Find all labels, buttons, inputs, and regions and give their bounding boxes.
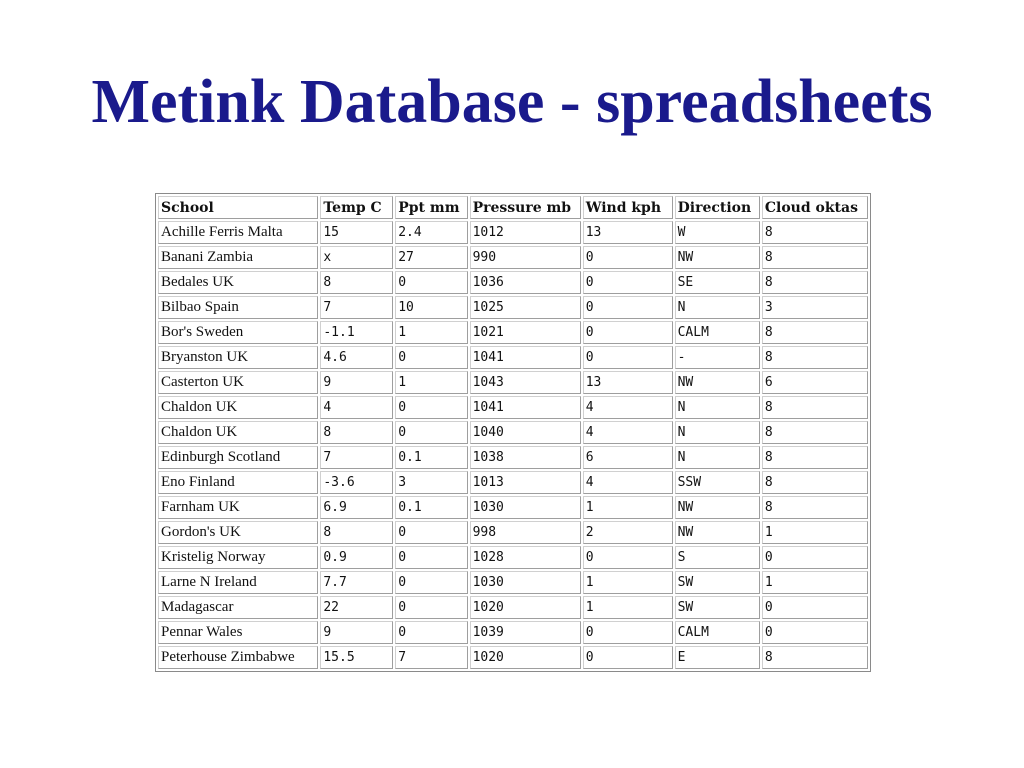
cell-cloud: 3	[762, 296, 868, 319]
cell-pressure: 1020	[470, 646, 581, 669]
cell-wind: 0	[583, 346, 673, 369]
cell-temp: 6.9	[320, 496, 393, 519]
cell-temp: x	[320, 246, 393, 269]
cell-school: Chaldon UK	[158, 396, 318, 419]
cell-cloud: 1	[762, 521, 868, 544]
cell-cloud: 0	[762, 546, 868, 569]
cell-cloud: 0	[762, 596, 868, 619]
cell-cloud: 8	[762, 321, 868, 344]
spreadsheet-table	[155, 193, 871, 672]
cell-direction: NW	[675, 496, 760, 519]
cell-pressure: 1041	[470, 346, 581, 369]
cell-wind: 4	[583, 471, 673, 494]
column-header-cloud: Cloud oktas	[762, 196, 868, 219]
cell-temp: 15	[320, 221, 393, 244]
cell-direction: SE	[675, 271, 760, 294]
cell-wind: 4	[583, 396, 673, 419]
cell-direction: N	[675, 296, 760, 319]
cell-cloud: 8	[762, 471, 868, 494]
cell-pressure: 1028	[470, 546, 581, 569]
cell-direction: N	[675, 396, 760, 419]
cell-cloud: 8	[762, 446, 868, 469]
cell-direction: N	[675, 446, 760, 469]
cell-school: Chaldon UK	[158, 421, 318, 444]
cell-pressure: 1021	[470, 321, 581, 344]
cell-direction: CALM	[675, 621, 760, 644]
cell-school: Bor's Sweden	[158, 321, 318, 344]
cell-school: Achille Ferris Malta	[158, 221, 318, 244]
table-row	[158, 421, 868, 444]
cell-direction: NW	[675, 246, 760, 269]
cell-pressure: 1030	[470, 496, 581, 519]
cell-ppt: 0	[395, 396, 467, 419]
table-row	[158, 246, 868, 269]
cell-pressure: 990	[470, 246, 581, 269]
table-row	[158, 521, 868, 544]
column-header-wind: Wind kph	[583, 196, 673, 219]
table-row	[158, 646, 868, 669]
cell-direction: SW	[675, 571, 760, 594]
cell-temp: -1.1	[320, 321, 393, 344]
cell-pressure: 1040	[470, 421, 581, 444]
cell-pressure: 1013	[470, 471, 581, 494]
cell-wind: 0	[583, 546, 673, 569]
cell-school: Bilbao Spain	[158, 296, 318, 319]
cell-direction: CALM	[675, 321, 760, 344]
cell-direction: E	[675, 646, 760, 669]
cell-pressure: 1036	[470, 271, 581, 294]
cell-pressure: 1020	[470, 596, 581, 619]
cell-direction: SSW	[675, 471, 760, 494]
cell-cloud: 1	[762, 571, 868, 594]
cell-direction: N	[675, 421, 760, 444]
cell-direction: W	[675, 221, 760, 244]
cell-temp: 15.5	[320, 646, 393, 669]
table-row	[158, 496, 868, 519]
cell-cloud: 0	[762, 621, 868, 644]
cell-pressure: 1039	[470, 621, 581, 644]
cell-temp: 7.7	[320, 571, 393, 594]
table-body	[158, 221, 868, 669]
cell-ppt: 0.1	[395, 446, 467, 469]
cell-temp: 7	[320, 296, 393, 319]
table-row	[158, 471, 868, 494]
cell-direction: SW	[675, 596, 760, 619]
cell-temp: 0.9	[320, 546, 393, 569]
cell-ppt: 0	[395, 596, 467, 619]
cell-ppt: 27	[395, 246, 467, 269]
column-header-temp: Temp C	[320, 196, 393, 219]
column-header-pressure: Pressure mb	[470, 196, 581, 219]
cell-ppt: 2.4	[395, 221, 467, 244]
cell-ppt: 3	[395, 471, 467, 494]
cell-cloud: 6	[762, 371, 868, 394]
cell-direction: -	[675, 346, 760, 369]
cell-cloud: 8	[762, 646, 868, 669]
cell-ppt: 0	[395, 571, 467, 594]
spreadsheet-frame	[155, 193, 871, 690]
cell-cloud: 8	[762, 396, 868, 419]
table-row	[158, 371, 868, 394]
cell-ppt: 0	[395, 621, 467, 644]
cell-ppt: 0	[395, 546, 467, 569]
table-row	[158, 446, 868, 469]
cell-temp: 8	[320, 521, 393, 544]
cell-direction: NW	[675, 371, 760, 394]
table-row	[158, 621, 868, 644]
cell-temp: 9	[320, 371, 393, 394]
cell-wind: 1	[583, 571, 673, 594]
table-row	[158, 396, 868, 419]
cell-ppt: 0	[395, 521, 467, 544]
cell-ppt: 0	[395, 346, 467, 369]
cell-school: Farnham UK	[158, 496, 318, 519]
table-row	[158, 221, 868, 244]
cell-wind: 2	[583, 521, 673, 544]
cell-cloud: 8	[762, 246, 868, 269]
cell-temp: 9	[320, 621, 393, 644]
cell-ppt: 7	[395, 646, 467, 669]
cell-pressure: 1030	[470, 571, 581, 594]
cell-school: Pennar Wales	[158, 621, 318, 644]
cell-school: Edinburgh Scotland	[158, 446, 318, 469]
cell-temp: 4	[320, 396, 393, 419]
cell-ppt: 1	[395, 321, 467, 344]
cell-ppt: 0	[395, 271, 467, 294]
cell-wind: 0	[583, 321, 673, 344]
cell-temp: 4.6	[320, 346, 393, 369]
cell-school: Gordon's UK	[158, 521, 318, 544]
cell-pressure: 1012	[470, 221, 581, 244]
column-header-school: School	[158, 196, 318, 219]
cell-school: Madagascar	[158, 596, 318, 619]
table-row	[158, 571, 868, 594]
cell-ppt: 0.1	[395, 496, 467, 519]
cell-cloud: 8	[762, 271, 868, 294]
column-header-direction: Direction	[675, 196, 760, 219]
cell-wind: 0	[583, 296, 673, 319]
cell-pressure: 1043	[470, 371, 581, 394]
cell-wind: 0	[583, 621, 673, 644]
table-row	[158, 296, 868, 319]
cell-cloud: 8	[762, 496, 868, 519]
table-row	[158, 346, 868, 369]
slide-title: Metink Database - spreadsheets	[91, 68, 933, 136]
cell-wind: 13	[583, 371, 673, 394]
cell-school: Bryanston UK	[158, 346, 318, 369]
cell-school: Peterhouse Zimbabwe	[158, 646, 318, 669]
cell-school: Larne N Ireland	[158, 571, 318, 594]
table-row	[158, 546, 868, 569]
cell-cloud: 8	[762, 421, 868, 444]
cell-ppt: 10	[395, 296, 467, 319]
cell-temp: 7	[320, 446, 393, 469]
column-header-ppt: Ppt mm	[395, 196, 467, 219]
cell-wind: 0	[583, 246, 673, 269]
cell-school: Eno Finland	[158, 471, 318, 494]
cell-wind: 0	[583, 646, 673, 669]
cell-temp: 8	[320, 421, 393, 444]
cell-direction: NW	[675, 521, 760, 544]
cell-wind: 4	[583, 421, 673, 444]
cell-wind: 1	[583, 496, 673, 519]
cell-wind: 1	[583, 596, 673, 619]
cell-pressure: 1025	[470, 296, 581, 319]
cell-school: Casterton UK	[158, 371, 318, 394]
cell-school: Kristelig Norway	[158, 546, 318, 569]
cell-ppt: 1	[395, 371, 467, 394]
table-row	[158, 596, 868, 619]
cell-temp: -3.6	[320, 471, 393, 494]
cell-wind: 0	[583, 271, 673, 294]
cell-cloud: 8	[762, 221, 868, 244]
cell-temp: 22	[320, 596, 393, 619]
cell-temp: 8	[320, 271, 393, 294]
table-row	[158, 321, 868, 344]
cell-cloud: 8	[762, 346, 868, 369]
table-row	[158, 271, 868, 294]
header-row	[158, 196, 868, 219]
cell-ppt: 0	[395, 421, 467, 444]
cell-pressure: 998	[470, 521, 581, 544]
cell-wind: 6	[583, 446, 673, 469]
cell-wind: 13	[583, 221, 673, 244]
cell-school: Banani Zambia	[158, 246, 318, 269]
cell-pressure: 1038	[470, 446, 581, 469]
cell-pressure: 1041	[470, 396, 581, 419]
cell-school: Bedales UK	[158, 271, 318, 294]
cell-direction: S	[675, 546, 760, 569]
